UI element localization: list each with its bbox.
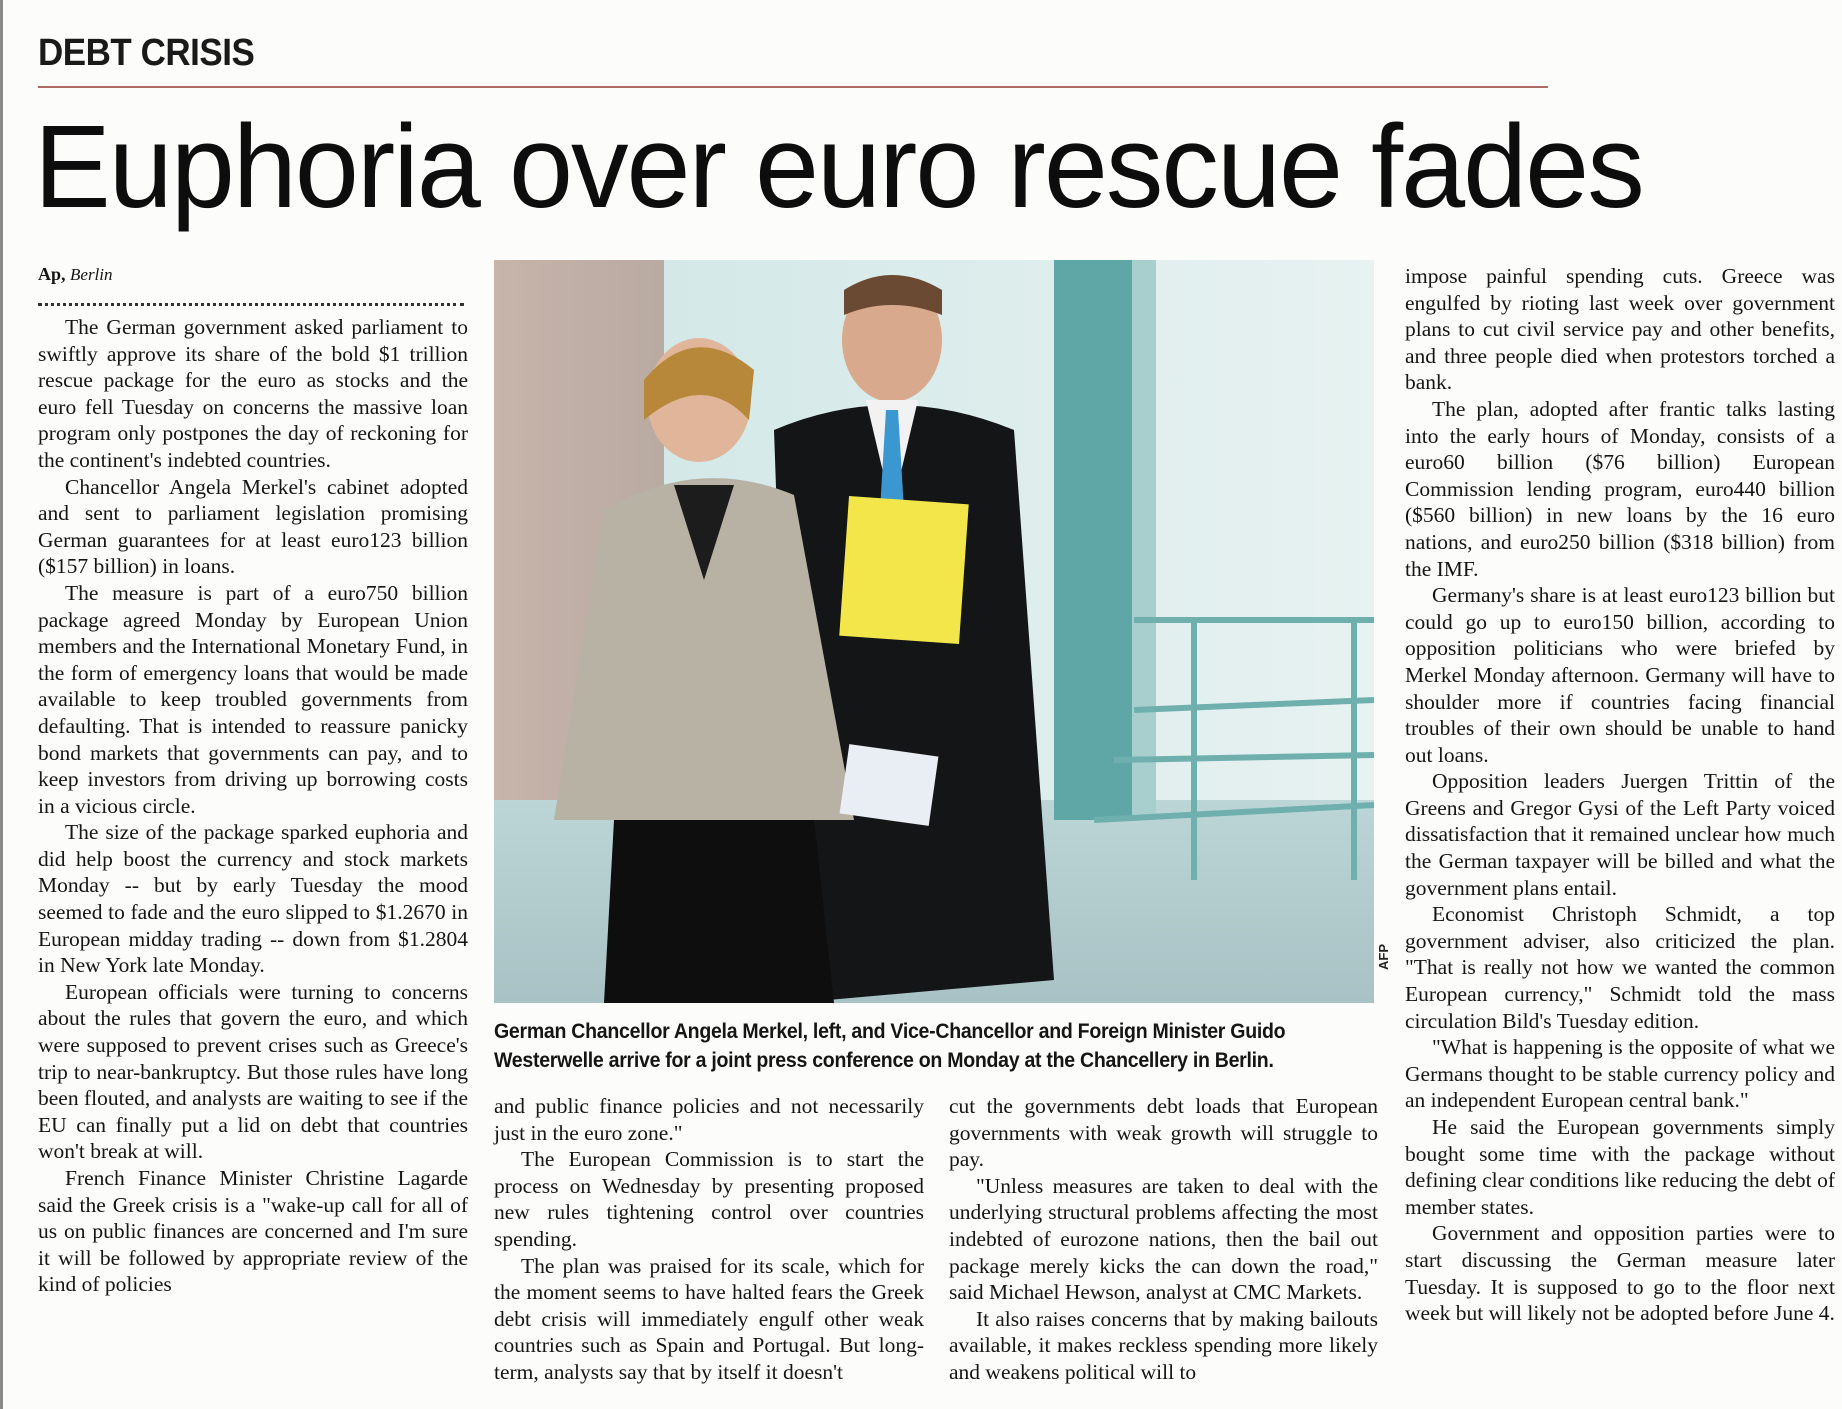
byline-place: Berlin: [70, 265, 113, 284]
photo-credit: AFP: [1376, 944, 1391, 970]
paragraph: impose painful spending cuts. Greece was engulfed by rioting last week over government plans to cut civil service pay and other benefits, and three people died when protestors torched a bank.: [1405, 264, 1835, 395]
article-column-2: [494, 1093, 924, 1386]
paragraph: Chancellor Angela Merkel's cabinet adopted and sent to parliament legislation promising German guarantees for at least euro123 billion ($157 billion) in loans.: [38, 474, 468, 579]
headline: Euphoria over euro rescue fades: [34, 101, 1643, 233]
paragraph: Economist Christoph Schmidt, a top government adviser, also criticized the plan. "That is really not how we wanted the common European currency," Schmidt told the mass circulation Bild's Tuesday edition.: [1405, 902, 1835, 1033]
paragraph: He said the European governments simply bought some time with the package without defining clear conditions like reducing the debt of member states.: [1405, 1115, 1835, 1219]
paragraph: French Finance Minister Christine Lagarde said the Greek crisis is a "wake-up call for all of us on public finances are concerned and I'm sure it will be followed by appropriate review of the kind of policies: [38, 1166, 468, 1297]
paragraph: Germany's share is at least euro123 billion but could go up to euro150 billion, according to opposition politicians who were briefed by Merkel Monday afternoon. Germany will have to shoulder more if countries facing financial troubles of their own should be unable to hand out loans.: [1405, 583, 1835, 767]
section-divider: [38, 86, 1548, 88]
news-photo: [494, 260, 1374, 1003]
paragraph: European officials were turning to concerns about the rules that govern the euro, and which were supposed to prevent crises such as Greece's trip to near-bankruptcy. But those rules have long been flouted, and analysts are waiting to see if the EU can finally put a lid on debt that countries won't break at will.: [38, 979, 468, 1164]
paragraph: cut the governments debt loads that European governments with weak growth will struggle to pay.: [949, 1094, 1378, 1172]
paragraph: The size of the package sparked euphoria and did help boost the currency and stock markets Monday -- but by early Tuesday the mood seemed to fade and the euro slipped to $1.2670 in European midday trading -- down from $1.2804 in New York late Monday.: [38, 820, 468, 978]
article-column-3: [949, 1093, 1378, 1386]
section-label: DEBT CRISIS: [38, 32, 255, 74]
byline-divider: [38, 303, 464, 306]
article-column-4: [1405, 263, 1835, 1327]
page-edge: [0, 0, 3, 1409]
paragraph: The measure is part of a euro750 billion package agreed Monday by European Union members and the International Monetary Fund, in the form of emergency loans that would be made available to keep troubled governments from defaulting. That is intended to reassure panicky bond markets that governments can pay, and to keep investors from driving up borrowing costs in a vicious circle.: [38, 580, 468, 818]
paragraph: "What is happening is the opposite of what we Germans thought to be stable currency policy and an independent European central bank.": [1405, 1035, 1835, 1113]
paragraph: The European Commission is to start the process on Wednesday by presenting proposed new rules tightening control over countries spending.: [494, 1147, 924, 1251]
paragraph: Government and opposition parties were to start discussing the German measure later Tuesday. It is supposed to go to the floor next week but will likely not be adopted before June 4.: [1405, 1221, 1835, 1326]
paragraph: "Unless measures are taken to deal with the underlying structural problems affecting the most indebted of eurozone nations, then the bail out package merely kicks the can down the road," said Michael Hewson, analyst at CMC Markets.: [949, 1173, 1378, 1305]
byline-agency: Ap,: [38, 264, 66, 284]
paragraph: Opposition leaders Juergen Trittin of the Greens and Gregor Gysi of the Left Party voiced dissatisfaction that it remained unclear how much the German taxpayer will be billed and what the government plans entail.: [1405, 769, 1835, 900]
paragraph: It also raises concerns that by making bailouts available, it makes reckless spending more likely and weakens political will to: [949, 1306, 1378, 1384]
paragraph: The German government asked parliament to swiftly approve its share of the bold $1 trillion rescue package for the euro as stocks and the euro fell Tuesday on concerns the massive loan program only postpones the day of reckoning for the continent's indebted countries.: [38, 315, 468, 472]
paragraph: The plan, adopted after frantic talks lasting into the early hours of Monday, consists of a euro60 billion ($76 billion) European Commission lending program, euro440 billion ($560 billion) in new loans by the 16 euro nations, and euro250 billion ($318 billion) from the IMF.: [1405, 396, 1835, 581]
paragraph: and public finance policies and not necessarily just in the euro zone.": [494, 1094, 924, 1145]
paragraph: The plan was praised for its scale, which for the moment seems to have halted fears the Greek debt crisis will immediately engulf other weak countries such as Spain and Portugal. But long-term, analysts say that by itself it doesn't: [494, 1253, 924, 1384]
byline: [38, 264, 113, 285]
photo-caption: German Chancellor Angela Merkel, left, and Vice-Chancellor and Foreign Minister Guido Westerwelle arrive for a joint press conference on Monday at the Chancellery in Berlin.: [494, 1020, 1286, 1072]
article-column-1: [38, 314, 468, 1298]
